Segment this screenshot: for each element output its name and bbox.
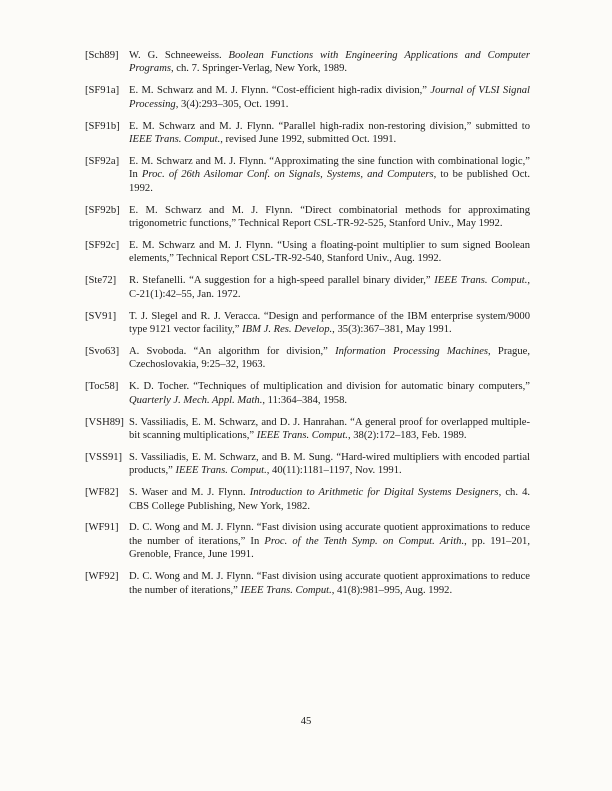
reference-segment: , 11:364–384, 1958. [262,394,348,406]
reference-segment: D. C. Wong and M. J. Flynn. “Fast division using accurate quotient approximations to reduce the number of iterations,” In [129,522,530,547]
page-number: 45 [300,716,312,727]
reference-text [129,155,530,195]
reference-segment: E. M. Schwarz and M. J. Flynn. “Cost-efficient high-radix division,” [129,85,431,97]
reference-text [129,380,530,407]
reference-text [129,486,530,513]
reference-title-italic: IEEE Trans. Comput. [240,584,332,596]
reference-item [85,204,530,231]
reference-segment: E. M. Schwarz and M. J. Flynn. “Direct combinatorial methods for approximating trigonometric functions,” Technical Report CSL-TR-92-525, Stanford Univ., May 1992. [129,204,530,230]
reference-text [129,84,530,111]
reference-text [129,120,530,147]
reference-item [85,451,530,478]
reference-item [85,84,530,111]
reference-segment: , 38(2):172–183, Feb. 1989. [347,429,467,441]
reference-segment: , C-21(1):42–55, Jan. 1972. [129,275,531,300]
reference-title-italic: Proc. of the Tenth Symp. on Comput. Arith. [264,535,465,547]
reference-item [85,345,530,372]
reference-key: [WF92] [85,571,119,583]
reference-text [129,274,530,301]
reference-title-italic: IBM J. Res. Develop. [242,324,333,335]
reference-segment: , 41(8):981–995, Aug. 1992. [331,584,453,596]
reference-key: [SF91b] [85,120,120,132]
reference-key: [Ste72] [85,275,117,287]
reference-segment: W. G. Schneeweiss. [129,50,229,61]
reference-key: [SF92a] [85,155,120,167]
reference-title-italic: Journal of VLSI Signal Processing [129,85,530,110]
reference-item [85,49,530,76]
reference-segment: , 40(11):1181–1197, Nov. 1991. [266,465,402,477]
reference-key: [WF82] [85,487,119,499]
reference-title-italic: IEEE Trans. Comput. [129,134,221,146]
reference-item [85,521,530,561]
reference-segment: , pp. 191–201, Grenoble, France, June 1991. [129,535,531,561]
reference-segment: , ch. 4. CBS College Publishing, New York, 1982. [129,487,531,512]
reference-segment: , revised June 1992, submitted Oct. 1991. [220,134,397,146]
reference-text [129,310,530,337]
reference-title-italic: IEEE Trans. Comput. [256,429,348,441]
reference-key: [Sch89] [85,50,119,61]
reference-title-italic: Information Processing Machines [335,345,489,357]
reference-text [129,239,530,266]
reference-item [85,120,530,147]
reference-segment: S. Waser and M. J. Flynn. [129,487,250,499]
reference-item [85,155,530,195]
reference-title-italic: IEEE Trans. Comput. [175,465,267,477]
reference-item [85,570,530,597]
reference-segment: K. D. Tocher. “Techniques of multiplication and division for automatic binary computers,” [129,381,530,393]
reference-text [129,204,530,231]
reference-key: [VSS91] [85,451,123,463]
reference-text [129,49,530,76]
reference-key: [VSH89] [85,416,124,428]
reference-item [85,310,530,337]
reference-segment: A. Svoboda. “An algorithm for division,” [129,345,336,357]
reference-key: [SF91a] [85,85,120,97]
reference-segment: , Prague, Czechoslovakia, 9:25–32, 1963. [129,345,530,371]
reference-title-italic: Boolean Functions with Engineering Applications and Computer Programs [129,50,530,75]
reference-segment: S. Vassiliadis, E. M. Schwarz, and B. M. Sung. “Hard-wired multipliers with encoded partial products,” [129,451,530,477]
reference-text [129,570,530,597]
reference-item [85,239,530,266]
reference-segment: , 3(4):293–305, Oct. 1991. [175,98,289,110]
reference-title-italic: Introduction to Arithmetic for Digital Systems Designers [249,487,499,499]
reference-text [129,345,530,372]
reference-segment: E. M. Schwarz and M. J. Flynn. “Approximating the sine function with combinational logic,” In [129,155,530,181]
reference-text [129,521,530,561]
reference-text [129,451,530,478]
reference-segment: , to be published Oct. 1992. [129,169,530,194]
reference-key: [WF91] [85,522,119,534]
reference-segment: , ch. 7. Springer-Verlag, New York, 1989. [171,63,348,75]
reference-text [129,416,530,443]
reference-key: [SF92b] [85,204,120,216]
reference-segment: E. M. Schwarz and M. J. Flynn. “Parallel high-radix non-restoring division,” submitted to [129,120,530,132]
reference-item [85,380,530,407]
reference-key: [Svo63] [85,345,120,357]
reference-item [85,486,530,513]
reference-key: [Toc58] [85,381,119,393]
reference-item [85,416,530,443]
reference-title-italic: IEEE Trans. Comput. [434,275,528,287]
reference-segment: R. Stefanelli. “A suggestion for a high-speed parallel binary divider,” [129,275,435,287]
reference-segment: S. Vassiliadis, E. M. Schwarz, and D. J. Hanrahan. “A general proof for overlapped multiple-bit scanning multiplications,” [129,416,530,441]
reference-title-italic: Quarterly J. Mech. Appl. Math. [129,394,263,406]
reference-segment: , 35(3):367–381, May 1991. [332,324,452,335]
reference-segment: T. J. Slegel and R. J. Veracca. “Design and performance of the IBM enterprise system/9000 type 9121 vector facility,” [129,310,530,335]
reference-key: [SF92c] [85,239,120,251]
reference-title-italic: Proc. of 26th Asilomar Conf. on Signals, Systems, and Computers [141,169,434,181]
reference-segment: E. M. Schwarz and M. J. Flynn. “Using a floating-point multiplier to sum signed Boolean elements,” Technical Report CSL-TR-92-540, Stanford Univ., Aug. 1992. [129,239,530,265]
reference-item [85,274,530,301]
references-list [85,49,530,606]
reference-segment: D. C. Wong and M. J. Flynn. “Fast division using accurate quotient approximations to reduce the number of iterations,” [129,571,530,596]
reference-key: [SV91] [85,310,117,322]
